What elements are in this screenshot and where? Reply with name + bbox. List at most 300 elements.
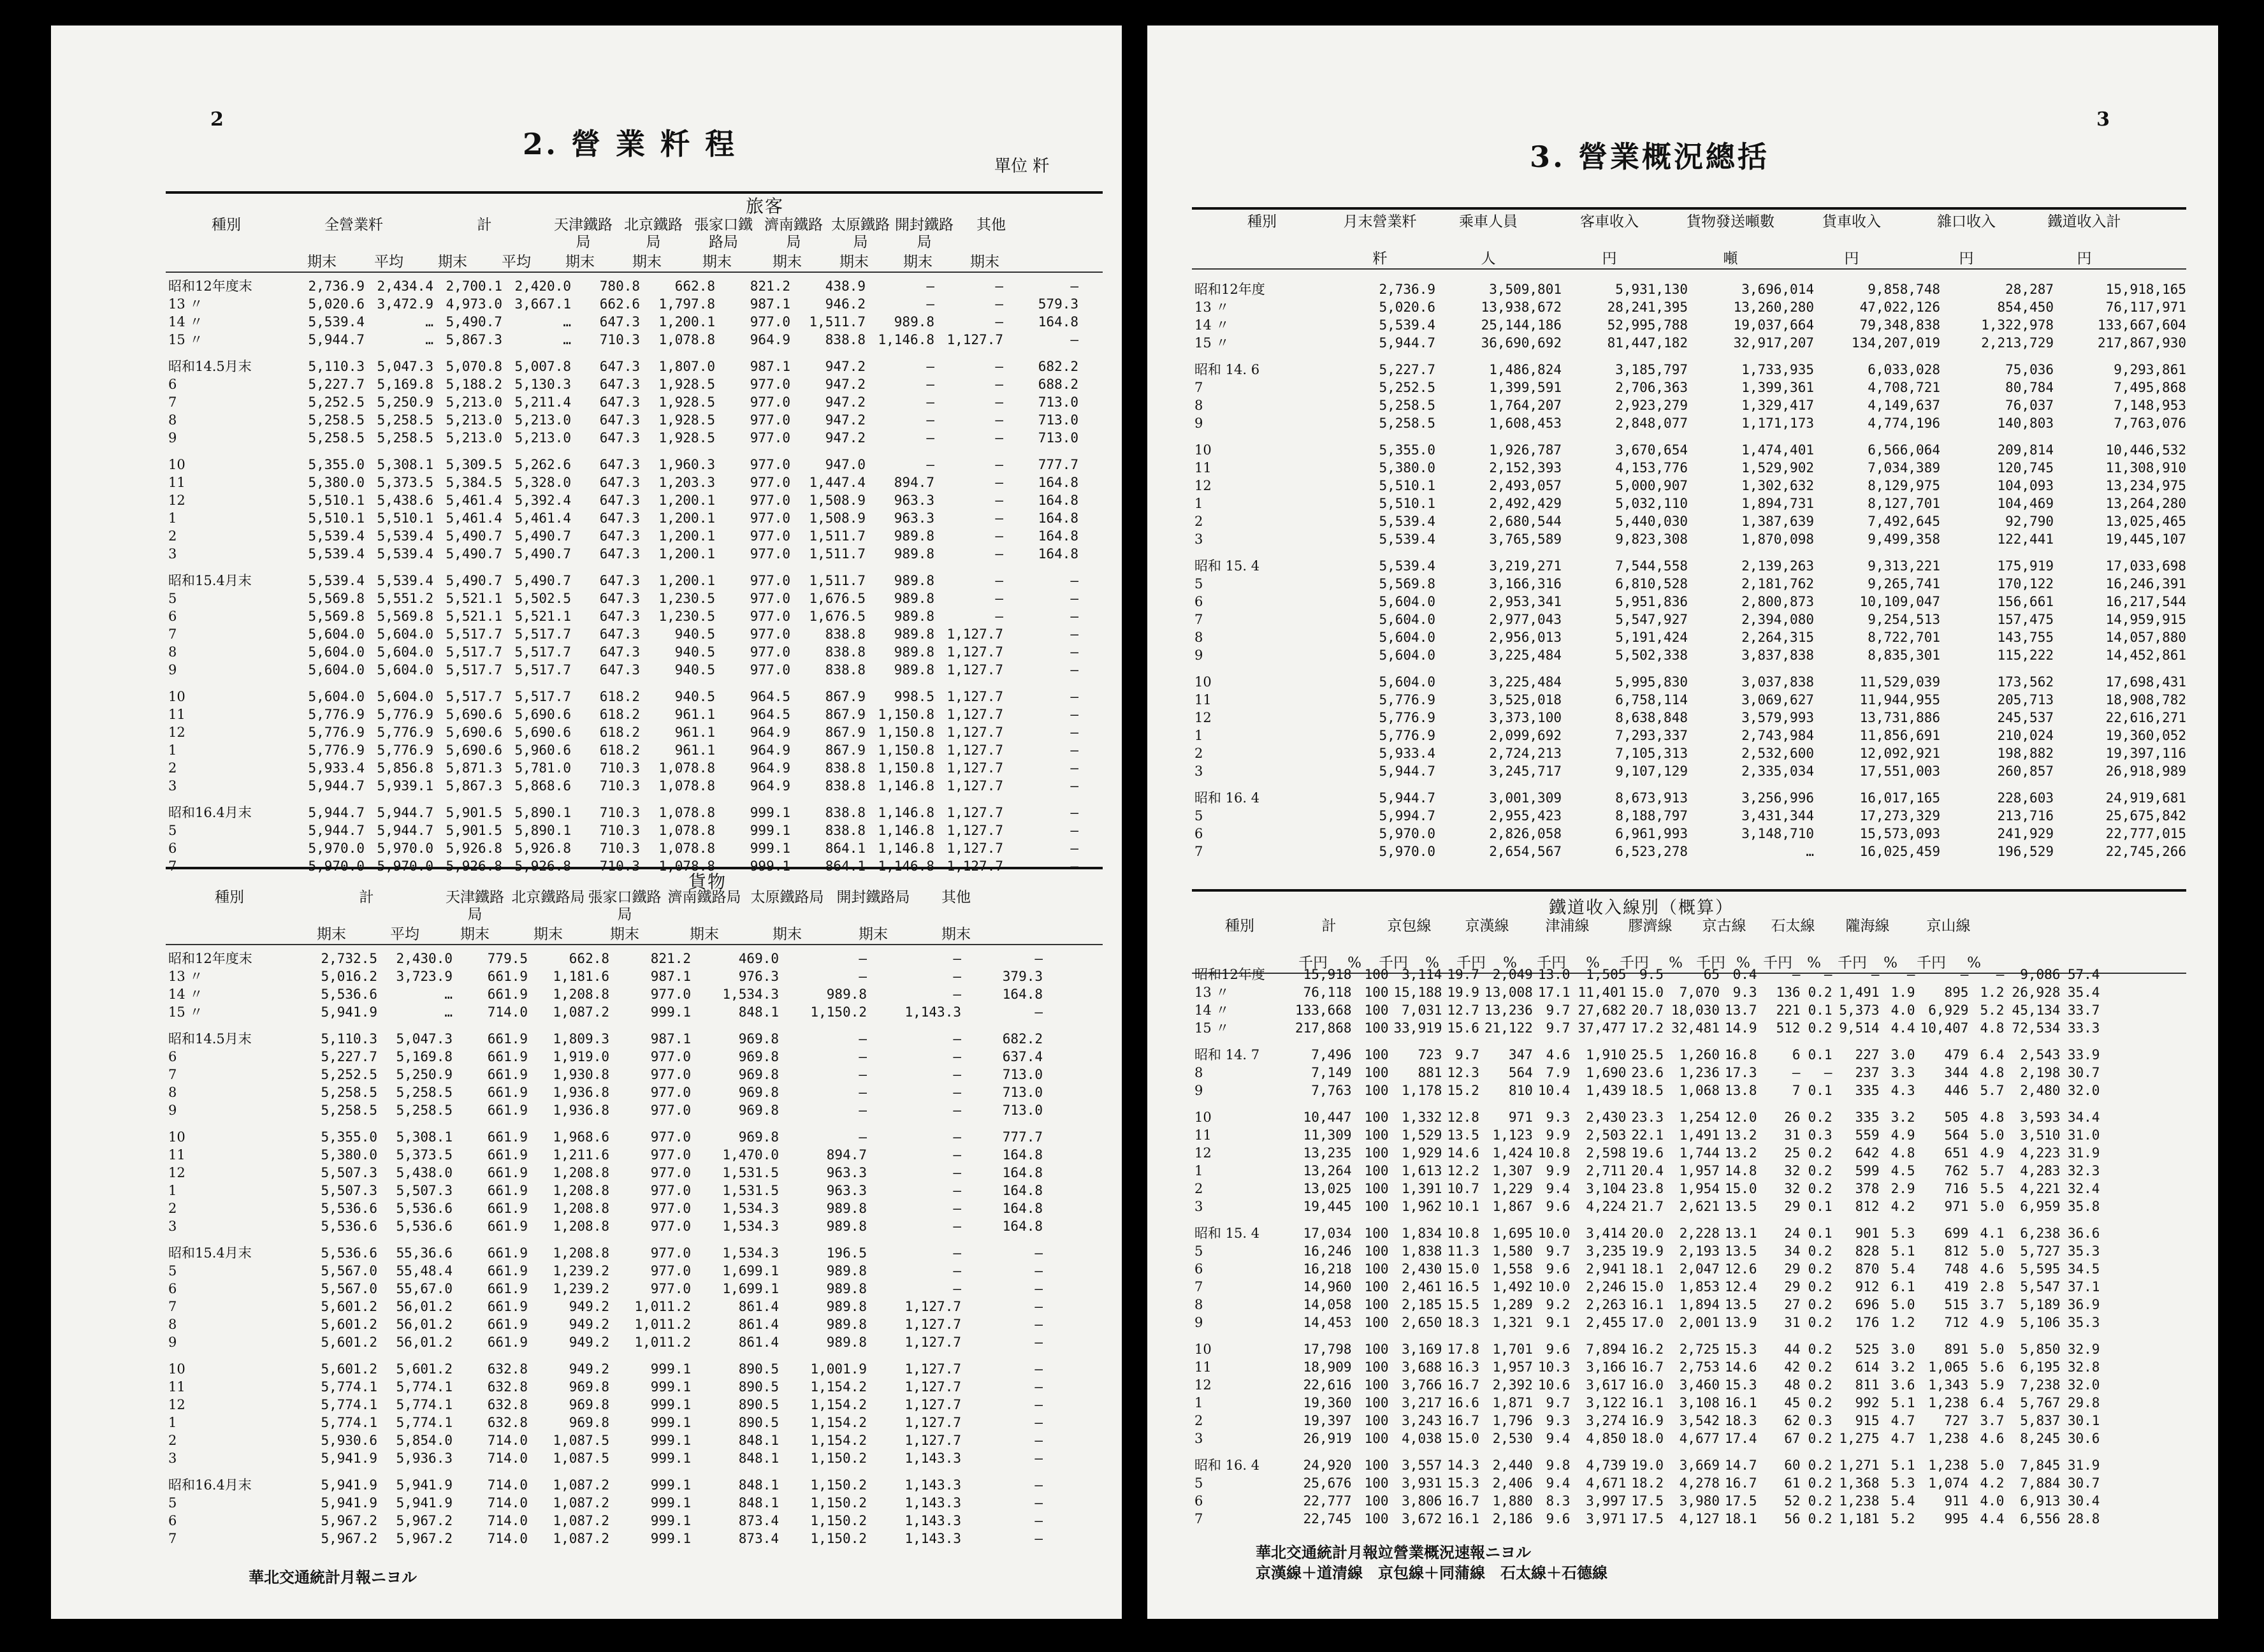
table-cell: 25.5 — [1631, 1047, 1664, 1062]
table-cell: 5,309.5 — [446, 457, 502, 472]
table-cell: 19,037,664 — [1733, 317, 1814, 333]
table-cell: 5,536.6 — [396, 1201, 453, 1216]
table-cell: 713.0 — [1002, 1085, 1043, 1100]
row-label: 9 — [168, 662, 177, 677]
table-cell: 5,601.2 — [321, 1317, 377, 1332]
table-cell: 4,224 — [1586, 1199, 1627, 1214]
table-cell: 5,867.3 — [446, 778, 502, 793]
row-label: 11 — [1194, 692, 1212, 707]
table-cell: 1,529,902 — [1741, 460, 1814, 475]
table-cell: 661.9 — [487, 1049, 528, 1064]
table-cell: 28,241,395 — [1607, 300, 1688, 315]
row-label: 昭和12年度末 — [168, 279, 252, 294]
table-row — [166, 491, 1081, 509]
column-header: 張家口鐵路局 — [588, 889, 662, 923]
table-cell: 1,127.7 — [904, 1433, 961, 1448]
table-cell: 9,499,358 — [1868, 532, 1940, 547]
table-cell: 949.2 — [569, 1335, 609, 1350]
table-cell: 241,929 — [1997, 826, 2054, 841]
gap-cell — [1192, 1447, 2102, 1456]
table-cell: 5,213.0 — [514, 430, 571, 446]
table-cell: 1,534.3 — [722, 1245, 779, 1261]
table-cell: 10.1 — [1447, 1199, 1479, 1214]
table-cell: 1,733,935 — [1741, 362, 1814, 377]
table-row — [1192, 1224, 2102, 1242]
table-cell: 5,933.4 — [308, 760, 365, 776]
table-cell: 780.8 — [599, 279, 640, 294]
row-gap — [1192, 432, 2189, 441]
table-cell: 5,601.2 — [321, 1361, 377, 1377]
table-cell: 969.8 — [738, 1049, 779, 1064]
table-row — [166, 429, 1081, 447]
table-cell: 13.7 — [1724, 1003, 1757, 1018]
table-cell: 5,776.9 — [377, 743, 433, 758]
table-cell: 977.0 — [650, 1085, 691, 1100]
table-cell: 618.2 — [599, 725, 640, 740]
table-cell: – — [953, 1103, 961, 1118]
table-cell: 963.3 — [894, 493, 934, 508]
table-cell: 65 — [1703, 967, 1720, 982]
table-cell: 5,461.4 — [446, 511, 502, 526]
table-cell: 5,850 — [2020, 1342, 2061, 1357]
table-cell: 821.2 — [750, 279, 790, 294]
header-rule — [166, 944, 1103, 945]
table-cell: 2.8 — [1980, 1279, 2005, 1294]
table-row — [166, 1431, 1045, 1449]
table-cell: 31.9 — [2067, 1458, 2100, 1473]
table-row — [166, 661, 1081, 679]
table-cell: 37,477 — [1578, 1020, 1627, 1036]
table-cell: 5,110.3 — [321, 1031, 377, 1047]
table-cell: 989.8 — [826, 1263, 867, 1279]
table-row — [166, 393, 1081, 411]
table-cell: 2,213,729 — [1981, 335, 2054, 351]
table-cell: 10.8 — [1537, 1145, 1571, 1161]
table-cell: 164.8 — [1038, 511, 1078, 526]
table-cell: 36,690,692 — [1481, 335, 1562, 351]
table-cell: 1,531.5 — [722, 1183, 779, 1198]
table-cell: 24 — [1784, 1226, 1801, 1241]
table-cell: 5,507.3 — [321, 1165, 377, 1180]
table-cell: 100 — [1364, 1083, 1389, 1098]
column-header: 鐵道收入計 — [2047, 214, 2121, 230]
table-cell: 5.2 — [1980, 1003, 2005, 1018]
column-subheader: 円 — [1959, 250, 1974, 267]
table-cell: 682.2 — [1038, 359, 1078, 374]
table-row — [1192, 1340, 2102, 1358]
table-cell: 5,521.1 — [514, 609, 571, 624]
table-cell: 22,777,015 — [2105, 826, 2186, 841]
table-cell: 748 — [1944, 1261, 1969, 1277]
table-cell: 100 — [1364, 1493, 1389, 1509]
column-header: 計 — [1321, 918, 1337, 934]
gap-cell — [166, 349, 1081, 358]
table-cell: 1,146.8 — [878, 805, 934, 820]
table-cell: 647.3 — [599, 395, 640, 410]
table-cell: 714.0 — [487, 1451, 528, 1466]
table-cell: 976.3 — [738, 969, 779, 984]
table-cell: 5,000,907 — [1615, 478, 1688, 493]
row-gap — [1192, 780, 2189, 789]
row-gap — [1192, 1099, 2102, 1108]
table-cell: 5,776.9 — [1379, 692, 1435, 707]
table-row — [166, 411, 1081, 429]
table-cell: 2,530 — [1492, 1431, 1533, 1446]
table-cell: 989.8 — [826, 1317, 867, 1332]
table-cell: 52,995,788 — [1607, 317, 1688, 333]
table-cell: 848.1 — [738, 1004, 779, 1020]
table-row — [1192, 1242, 2102, 1260]
table-cell: 16,217,544 — [2105, 594, 2186, 609]
table-cell: 1,608,453 — [1489, 416, 1562, 431]
table-cell: 12,092,921 — [1859, 746, 1940, 761]
row-gap — [1192, 1331, 2102, 1340]
table-cell: 13.2 — [1724, 1127, 1757, 1143]
row-label: 6 — [1194, 1261, 1203, 1277]
table-row — [166, 1396, 1045, 1414]
table-cell: 100 — [1364, 1226, 1389, 1241]
table-cell: 5.0 — [1980, 1199, 2005, 1214]
table-cell: 9.1 — [1546, 1315, 1571, 1330]
table-cell: 714.0 — [487, 1495, 528, 1511]
table-cell: 1,239.2 — [553, 1263, 609, 1279]
table-cell: – — [995, 395, 1003, 410]
table-cell: 5,727 — [2020, 1243, 2061, 1259]
table-cell: 1,962 — [1402, 1199, 1442, 1214]
table-cell: 647.3 — [599, 412, 640, 428]
table-cell: 2,440 — [1492, 1458, 1533, 1473]
table-cell: 6,961,993 — [1615, 826, 1688, 841]
table-cell: – — [1996, 967, 2005, 982]
table-cell: 2,193 — [1679, 1243, 1720, 1259]
table-cell: 3,669 — [1679, 1458, 1720, 1473]
table-cell: 18.3 — [1724, 1413, 1757, 1428]
table-cell: 13,025 — [1303, 1181, 1352, 1196]
gap-cell — [1192, 548, 2189, 557]
top-rule — [166, 191, 1103, 194]
table-cell: 1,699.1 — [722, 1263, 779, 1279]
table-cell: – — [1034, 951, 1043, 966]
row-label: 昭和14.5月末 — [168, 1031, 252, 1047]
table-cell: 100 — [1364, 967, 1389, 982]
table-cell: 122,441 — [1997, 532, 2054, 547]
table-cell: 32.0 — [2067, 1083, 2100, 1098]
table-cell: 25,144,186 — [1481, 317, 1562, 333]
table-cell: 661.9 — [487, 1219, 528, 1234]
table-cell: 26,928 — [2012, 985, 2061, 1000]
table-row — [1192, 1278, 2102, 1296]
table-cell: 198,882 — [1997, 746, 2054, 761]
table-cell: 23.3 — [1631, 1110, 1664, 1125]
table-cell: 1,954 — [1679, 1181, 1720, 1196]
table-cell: 16.1 — [1447, 1511, 1479, 1526]
table-cell: 1,208.8 — [553, 1201, 609, 1216]
table-cell: – — [1070, 644, 1078, 660]
table-cell: 7,763 — [1311, 1083, 1352, 1098]
table-cell: 1,208.8 — [553, 1165, 609, 1180]
table-cell: 5,774.1 — [321, 1379, 377, 1395]
table-cell: 662.8 — [674, 279, 715, 294]
row-gap — [166, 679, 1081, 688]
table-cell: 1,391 — [1402, 1181, 1442, 1196]
row-label: 昭和12年度末 — [168, 951, 252, 966]
table-cell: 10.0 — [1537, 1279, 1571, 1294]
table-cell: 989.8 — [894, 609, 934, 624]
table-cell: 5,781.0 — [514, 760, 571, 776]
table-cell: 100 — [1364, 1145, 1389, 1161]
table-cell: 0.2 — [1808, 1163, 1832, 1178]
table-cell: 2,848,077 — [1615, 416, 1688, 431]
table-cell: 0.2 — [1808, 1261, 1832, 1277]
row-gap — [1192, 1447, 2102, 1456]
table-cell: 11,529,039 — [1859, 674, 1940, 690]
table-cell: 987.1 — [650, 1031, 691, 1047]
table-cell: 1,127.7 — [947, 627, 1003, 642]
table-cell: 5,901.5 — [446, 823, 502, 838]
table-cell: 505 — [1944, 1110, 1969, 1125]
column-subheader: 期末 — [307, 254, 337, 270]
table-cell: 100 — [1364, 1261, 1389, 1277]
table-cell: 0.2 — [1808, 1181, 1832, 1196]
row-label: 12 — [1194, 1145, 1212, 1161]
table-cell: 1,127.7 — [904, 1415, 961, 1430]
table-cell: 4,127 — [1679, 1511, 1720, 1526]
gap-cell — [1192, 780, 2189, 789]
table-cell: 8,835,301 — [1868, 648, 1940, 663]
table-cell: 22,745 — [1303, 1511, 1352, 1526]
table-cell: 13.5 — [1447, 1127, 1479, 1143]
table-cell: – — [1034, 1477, 1043, 1493]
table-cell: 12.7 — [1447, 1003, 1479, 1018]
table-cell: 4,671 — [1586, 1475, 1627, 1491]
row-label: 昭和15.4月末 — [168, 573, 252, 588]
row-gap — [1192, 1037, 2102, 1046]
table-cell: 13.1 — [1724, 1226, 1757, 1241]
column-subheader: 期末 — [690, 926, 719, 943]
table-cell: 661.9 — [487, 1129, 528, 1145]
table-cell: 419 — [1944, 1279, 1969, 1294]
row-label: 11 — [1194, 1127, 1212, 1143]
data-grid — [1192, 966, 2102, 1528]
row-label: 7 — [1194, 380, 1203, 395]
table-cell: 5,569.8 — [308, 609, 365, 624]
table-cell: 5,970.0 — [377, 859, 433, 874]
table-cell: 661.9 — [487, 1147, 528, 1163]
column-header: 計 — [359, 889, 374, 906]
column-header: 全營業粁 — [324, 217, 383, 233]
table-cell: 14.7 — [1724, 1458, 1757, 1473]
table-cell: 5,373.5 — [396, 1147, 453, 1163]
table-cell: 661.9 — [487, 1165, 528, 1180]
column-subheader: 期末 — [859, 926, 888, 943]
table-cell: 999.1 — [650, 1415, 691, 1430]
table-cell: – — [1070, 627, 1078, 642]
row-label: 2 — [1194, 746, 1203, 761]
table-cell: 599 — [1855, 1163, 1880, 1178]
table-row — [166, 295, 1081, 313]
table-cell: 9,265,741 — [1868, 576, 1940, 591]
table-cell: – — [1034, 1281, 1043, 1296]
table-cell: 100 — [1364, 1127, 1389, 1143]
table-cell: 0.2 — [1808, 1458, 1832, 1473]
table-cell: 989.8 — [894, 662, 934, 677]
page-title: 3. 營業概況總括 — [1530, 140, 1770, 174]
table-cell: – — [926, 296, 934, 312]
table-cell: 3,414 — [1586, 1226, 1627, 1241]
table-cell: 525 — [1855, 1342, 1880, 1357]
table-cell: 79,348,838 — [1859, 317, 1940, 333]
row-label: 7 — [168, 1067, 177, 1082]
table-cell: … — [444, 987, 453, 1002]
table-cell: 1,127.7 — [947, 662, 1003, 677]
table-cell: 17.5 — [1724, 1493, 1757, 1509]
table-cell: 26 — [1784, 1110, 1801, 1125]
table-cell: 32,481 — [1671, 1020, 1720, 1036]
table-cell: 19,397,116 — [2105, 746, 2186, 761]
table-cell: 5.7 — [1980, 1163, 2005, 1178]
table-cell: 838.8 — [825, 332, 866, 347]
table-cell: 512 — [1776, 1020, 1801, 1036]
table-cell: 2,461 — [1402, 1279, 1442, 1294]
row-label: 6 — [1194, 1493, 1203, 1509]
table-cell: 5,567.0 — [321, 1281, 377, 1296]
table-cell: 2,543 — [2020, 1047, 2061, 1062]
table-cell: 838.8 — [825, 778, 866, 793]
table-cell: 2,736.9 — [1379, 282, 1435, 297]
table-cell: 22,745,266 — [2105, 844, 2186, 859]
table-cell: 1,894 — [1679, 1297, 1720, 1312]
table-cell: 688.2 — [1038, 377, 1078, 392]
table-cell: – — [1070, 609, 1078, 624]
table-row — [166, 1217, 1045, 1235]
table-row — [1192, 1001, 2102, 1019]
table-cell: 5,890.1 — [514, 823, 571, 838]
table-cell: 3,148,710 — [1741, 826, 1814, 841]
table-cell: 228,603 — [1997, 790, 2054, 806]
row-label: 1 — [168, 511, 177, 526]
table-cell: 32.4 — [2067, 1181, 2100, 1196]
table-cell: 2,420.0 — [514, 279, 571, 294]
table-cell: 1,930.8 — [553, 1067, 609, 1082]
table-cell: 10.0 — [1537, 1226, 1571, 1241]
lines-table — [1192, 966, 2102, 1528]
table-cell: 22.1 — [1631, 1127, 1664, 1143]
table-cell: 661.9 — [487, 987, 528, 1002]
row-label: 2 — [1194, 1181, 1203, 1196]
table-cell: 76,117,971 — [2105, 300, 2186, 315]
column-header: 種別 — [1225, 918, 1254, 934]
table-cell: 4.2 — [1980, 1475, 2005, 1491]
table-row — [1192, 459, 2189, 477]
table-cell: 2,228 — [1679, 1226, 1720, 1241]
table-cell: 999.1 — [650, 1513, 691, 1528]
table-row — [166, 1030, 1045, 1048]
table-cell: 812 — [1855, 1199, 1880, 1214]
row-label: 昭和 16. 4 — [1194, 790, 1260, 806]
row-gap — [166, 1235, 1045, 1244]
table-cell: 0.2 — [1808, 1493, 1832, 1509]
table-cell: 156,661 — [1997, 594, 2054, 609]
table-cell: 890.5 — [738, 1397, 779, 1412]
table-cell: 5,930.6 — [321, 1433, 377, 1448]
table-cell: 614 — [1855, 1359, 1880, 1375]
table-row — [166, 688, 1081, 706]
table-cell: 1,936.8 — [553, 1103, 609, 1118]
table-cell: 3,670,654 — [1615, 442, 1688, 458]
table-cell: 2,725 — [1679, 1342, 1720, 1357]
table-cell: 35.4 — [2067, 985, 2100, 1000]
column-subheader: 千円 — [1838, 955, 1867, 971]
table-cell: – — [995, 412, 1003, 428]
table-cell: – — [859, 969, 867, 984]
table-cell: 30.1 — [2067, 1413, 2100, 1428]
table-cell: 1,011.2 — [634, 1299, 691, 1314]
column-subheader: 千円 — [1696, 955, 1725, 971]
table-cell: 5,007.8 — [514, 359, 571, 374]
table-cell: 5,308.1 — [377, 457, 433, 472]
row-label: 12 — [168, 1165, 185, 1180]
table-cell: 57.4 — [2067, 967, 2100, 982]
table-cell: 335 — [1855, 1083, 1880, 1098]
table-cell: 11,308,910 — [2105, 460, 2186, 475]
table-cell: 661.9 — [487, 1201, 528, 1216]
table-cell: 7,496 — [1311, 1047, 1352, 1062]
table-cell: 11,856,691 — [1859, 728, 1940, 743]
table-cell: 100 — [1364, 1297, 1389, 1312]
table-cell: 9,858,748 — [1868, 282, 1940, 297]
table-cell: 9.6 — [1546, 1342, 1571, 1357]
table-cell: 3,122 — [1586, 1395, 1627, 1410]
table-cell: 987.1 — [750, 296, 790, 312]
table-cell: 5,941.9 — [321, 1477, 377, 1493]
table-cell: 16.8 — [1724, 1047, 1757, 1062]
table-cell: 5.5 — [1980, 1181, 2005, 1196]
table-cell: 964.9 — [750, 332, 790, 347]
column-header: 種別 — [212, 217, 241, 233]
table-cell: 647.3 — [599, 430, 640, 446]
table-cell: 5.4 — [1890, 1493, 1915, 1509]
table-cell: 237 — [1855, 1065, 1880, 1080]
column-subheader: % — [1425, 955, 1439, 971]
table-cell: 9.6 — [1546, 1261, 1571, 1277]
table-cell: 5,776.9 — [377, 707, 433, 722]
table-cell: – — [995, 573, 1003, 588]
table-cell: 940.5 — [674, 644, 715, 660]
table-cell: 710.3 — [599, 841, 640, 856]
table-cell: 661.9 — [487, 1183, 528, 1198]
table-cell: 662.8 — [569, 951, 609, 966]
table-cell: 1,208.8 — [553, 1183, 609, 1198]
table-cell: 661.9 — [487, 1245, 528, 1261]
table-cell: 15,573,093 — [1859, 826, 1940, 841]
table-cell: – — [1070, 725, 1078, 740]
table-cell: 1,143.3 — [904, 1004, 961, 1020]
table-cell: 3,104 — [1586, 1181, 1627, 1196]
table-row — [166, 527, 1081, 545]
table-cell: 5.1 — [1890, 1395, 1915, 1410]
table-cell: 25 — [1784, 1145, 1801, 1161]
table-cell: 4.6 — [1546, 1047, 1571, 1062]
table-cell: – — [1070, 823, 1078, 838]
row-label: 8 — [168, 412, 177, 428]
table-cell: 1,880 — [1492, 1493, 1533, 1509]
table-cell: 5,776.9 — [308, 707, 365, 722]
table-cell: 15,188 — [1393, 985, 1442, 1000]
column-header: 太原鐵路局 — [831, 217, 890, 250]
table-cell: 964.5 — [750, 689, 790, 704]
table-cell: 1,834 — [1402, 1226, 1442, 1241]
table-cell: 5,604.0 — [377, 689, 433, 704]
